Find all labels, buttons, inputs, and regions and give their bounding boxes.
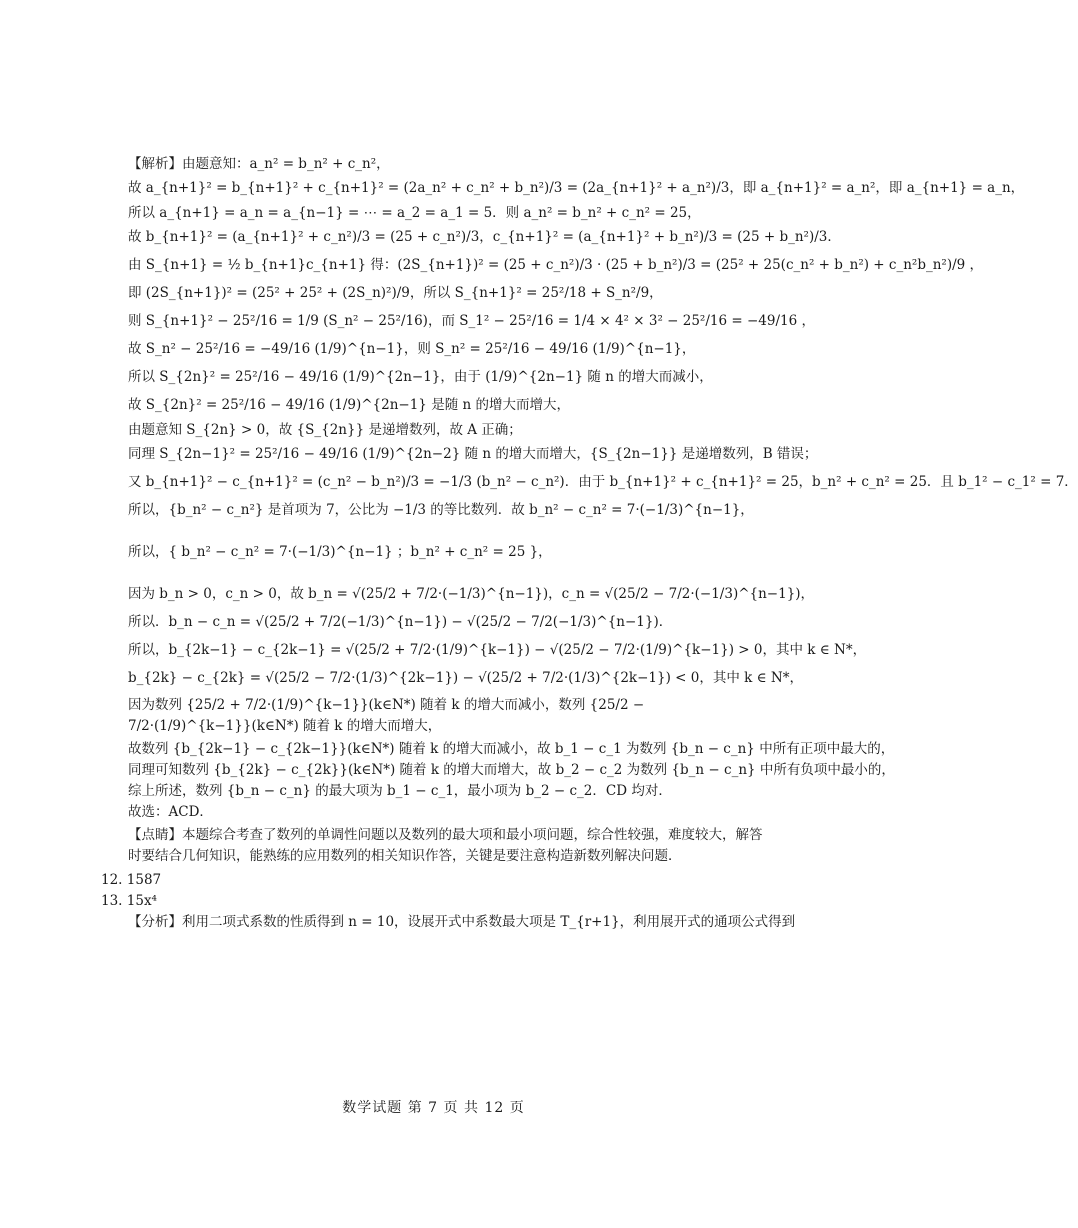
text-line: 【分析】利用二项式系数的性质得到 n = 10，设展开式中系数最大项是 T_{r+1}，利用展开式的通项公式得到	[128, 914, 796, 930]
text-line: 所以，{ b_n² − c_n² = 7·(−1/3)^{n−1} ；b_n² + c_n² = 25 }，	[128, 544, 552, 560]
text-line: 所以，b_{2k−1} − c_{2k−1} = √(25/2 + 7/2·(1/9)^{k−1}) − √(25/2 − 7/2·(1/9)^{k−1}) > 0，其中 k ∈ N*，	[128, 642, 867, 658]
text-line: 【解析】由题意知：a_n² = b_n² + c_n²，	[128, 156, 390, 172]
text-line: 故 b_{n+1}² = (a_{n+1}² + c_n²)/3 = (25 + c_n²)/3，c_{n+1}² = (a_{n+1}² + b_n²)/3 = (25 + b_n²)/3．	[128, 229, 841, 245]
text-line: 故 S_n² − 25²/16 = −49/16 (1/9)^{n−1}，则 S_n² = 25²/16 − 49/16 (1/9)^{n−1}，	[128, 341, 696, 357]
text-line: b_{2k} − c_{2k} = √(25/2 − 7/2·(1/3)^{2k−1}) − √(25/2 + 7/2·(1/3)^{2k−1}) < 0，其中 k ∈ N*，	[128, 670, 803, 686]
question-number-line: 13. 15x⁴	[101, 893, 157, 909]
text-line: 所以 a_{n+1} = a_n = a_{n−1} = ⋯ = a_2 = a_1 = 5．则 a_n² = b_n² + c_n² = 25，	[128, 205, 701, 221]
text-line: 所以．b_n − c_n = √(25/2 + 7/2(−1/3)^{n−1}) − √(25/2 − 7/2(−1/3)^{n−1})．	[128, 614, 673, 630]
text-line: 因为 b_n > 0，c_n > 0，故 b_n = √(25/2 + 7/2·(−1/3)^{n−1})，c_n = √(25/2 − 7/2·(−1/3)^{n−1})，	[128, 586, 815, 602]
text-line: 由 S_{n+1} = ½ b_{n+1}c_{n+1} 得：(2S_{n+1})² = (25 + c_n²)/3 · (25 + b_n²)/3 = (25² + 25(c_n² + b_n²) + c_n²b_n²)/9 ，	[128, 257, 984, 273]
question-number-line: 12. 1587	[101, 872, 162, 888]
solution-body	[101, 156, 1078, 935]
text-line: 则 S_{n+1}² − 25²/16 = 1/9 (S_n² − 25²/16)，而 S_1² − 25²/16 = 1/4 × 4² × 3² − 25²/16 = −49/16 ，	[128, 313, 815, 329]
text-line: 又 b_{n+1}² − c_{n+1}² = (c_n² − b_n²)/3 = −1/3 (b_n² − c_n²)．由于 b_{n+1}² + c_{n+1}² = 25，b_n² + c_n² = 25．且 b_1² − c_1² = 7．	[128, 474, 1078, 490]
text-line: 由题意知 S_{2n} > 0，故 {S_{2n}} 是递增数列，故 A 正确；	[128, 422, 522, 438]
text-line: 所以，{b_n² − c_n²} 是首项为 7，公比为 −1/3 的等比数列．故 b_n² − c_n² = 7·(−1/3)^{n−1}，	[128, 502, 754, 518]
text-line: 即 (2S_{n+1})² = (25² + 25² + (2S_n)²)/9，所以 S_{n+1}² = 25²/18 + S_n²/9，	[128, 285, 663, 301]
text-line: 同理 S_{2n−1}² = 25²/16 − 49/16 (1/9)^{2n−2} 随 n 的增大而增大，{S_{2n−1}} 是递增数列，B 错误；	[128, 446, 818, 462]
text-line: 故选：ACD．	[128, 804, 213, 820]
page-footer: 数学试题 第 7 页 共 12 页	[342, 1100, 525, 1116]
text-line: 因为数列 {25/2 + 7/2·(1/9)^{k−1}}(k∈N*) 随着 k 的增大而减小，数列 {25/2 − 7/2·(1/9)^{k−1}}(k∈N*) 随着 k 的增大而增大，	[128, 697, 645, 734]
text-line: 所以 S_{2n}² = 25²/16 − 49/16 (1/9)^{2n−1}，由于 (1/9)^{2n−1} 随 n 的增大而减小，	[128, 369, 713, 385]
text-line: 故 a_{n+1}² = b_{n+1}² + c_{n+1}² = (2a_n² + c_n² + b_n²)/3 = (2a_{n+1}² + a_n²)/3，即 a_{n+1}² = a_n²，即 a_{n+1} = a_n，	[128, 180, 1025, 196]
text-line: 综上所述，数列 {b_n − c_n} 的最大项为 b_1 − c_1，最小项为 b_2 − c_2．CD 均对．	[128, 783, 672, 799]
text-line: 【点睛】本题综合考查了数列的单调性问题以及数列的最大项和最小项问题，综合性较强，难度较大，解答时要结合几何知识，能熟练的应用数列的相关知识作答，关键是要注意构造新数列解决问题．	[128, 827, 763, 864]
text-line: 故数列 {b_{2k−1} − c_{2k−1}}(k∈N*) 随着 k 的增大而减小，故 b_1 − c_1 为数列 {b_n − c_n} 中所有正项中最大的，	[128, 741, 895, 757]
text-line: 故 S_{2n}² = 25²/16 − 49/16 (1/9)^{2n−1} 是随 n 的增大而增大，	[128, 397, 570, 413]
text-line: 同理可知数列 {b_{2k} − c_{2k}}(k∈N*) 随着 k 的增大而增大，故 b_2 − c_2 为数列 {b_n − c_n} 中所有负项中最小的，	[128, 762, 895, 778]
